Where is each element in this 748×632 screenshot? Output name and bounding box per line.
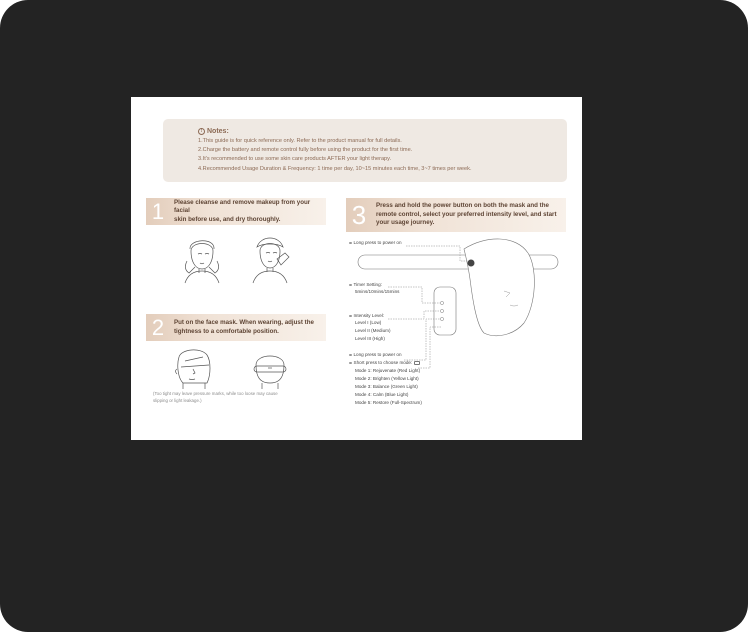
step-2-line-2: tightness to a comfortable position. [174,327,279,335]
step-3-text [372,202,557,228]
step-1-line-1: Please cleanse and remove makeup from your facial [174,198,311,215]
mode-2: Mode 2: Brighten (Yellow Light) [355,376,419,381]
remote-control-illustration [434,287,456,335]
step-3-number: 3 [351,200,367,230]
step-3-line-2: remote control, select your preferred intensity level, and start [376,210,557,218]
step-1-line-2: skin before use, and dry thoroughly. [174,215,281,223]
step-2-line-1: Put on the face mask. When wearing, adjust the [174,319,314,326]
led-mask-illustration [464,239,534,336]
step-2-text [170,319,314,336]
note-line-4: 4.Recommended Usage Duration & Frequency: 1 time per day, 10~15 minutes each time, 3~7 times per week. [198,165,472,172]
step-1-text [170,199,326,225]
step-3-banner [346,198,566,232]
timer-title: Timer Setting: [353,282,382,287]
power-on-label-bottom [349,352,402,358]
timer-values: 5mins/10mins/15mins [355,289,400,294]
mode-4: Mode 4: Calm (Blue Light) [355,392,409,397]
intensity-level-3: Level III (High) [355,336,385,341]
notes-title: Notes: [207,128,229,135]
info-icon: ! [198,128,205,135]
power-on-text-bottom: Long press to power on [353,352,402,357]
tightness-note-line-1: (Too tight may leave pressure marks, while too loose may cause [153,391,278,396]
timer-setting-label [349,282,382,288]
intensity-label [349,313,384,319]
intensity-level-1: Level I (Low) [355,320,382,325]
tightness-note-line-2: slipping or light leakage.) [153,397,202,403]
towel-dry-illustration [247,233,293,285]
step-1-banner [146,198,326,225]
power-on-text-top: Long press to power on [353,240,402,245]
power-on-label-top [349,240,402,246]
step-2-number: 2 [151,315,165,340]
step-3-line-1: Press and hold the power button on both the mask and the [376,202,549,210]
note-line-2: 2.Charge the battery and remote control fully before using the product for the first time. [198,147,413,154]
mode-button-icon [414,361,420,365]
mode-5: Mode 5: Restore (Full-Spectrum) [355,400,422,405]
usage-diagram [346,235,582,440]
mode-3: Mode 3: Balance (Green Light) [355,384,418,389]
mode-1: Mode 1: Rejuvenate (Red Light) [355,368,421,373]
mode-title: Short press to choose mode: [353,360,413,365]
notes-heading [198,127,567,136]
face-wash-illustration [179,233,225,285]
step-1-number: 1 [151,199,165,224]
mask-back-illustration [250,347,290,389]
note-line-3: 3.It's recommended to use some skin care products AFTER your light therapy. [198,156,392,163]
tightness-note [153,391,313,404]
mode-label [349,360,420,366]
intensity-level-2: Level II (Medium) [355,328,391,333]
mask-side-illustration [171,347,217,389]
intensity-title: Intensity Level: [353,313,385,318]
note-line-1: 1.This guide is for quick reference only. Refer to the product manual for full details. [198,138,402,144]
step-3-line-3: your usage journey. [376,219,435,227]
notes-box [163,119,567,182]
quick-guide-sheet [131,97,582,440]
step-2-banner [146,314,326,341]
